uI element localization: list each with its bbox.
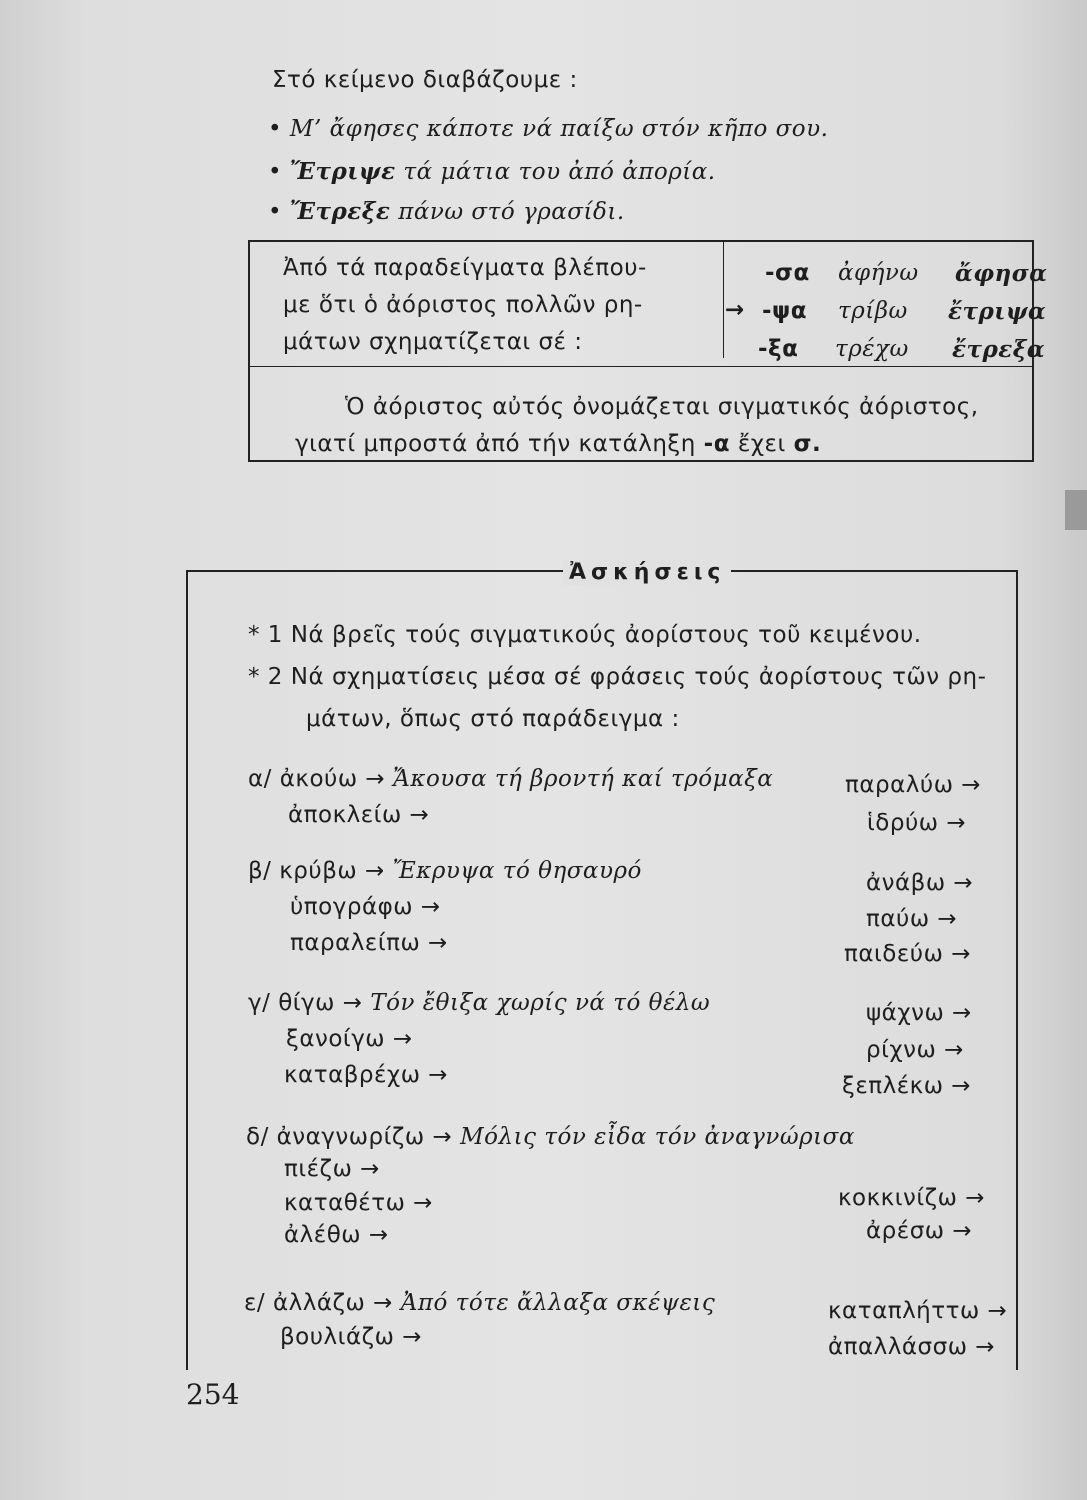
rule-conclusion-line-2 xyxy=(295,431,821,457)
verb-item: βουλιάζω → xyxy=(280,1324,422,1350)
arrow-icon: → xyxy=(951,941,971,967)
arrow-icon: → xyxy=(392,1026,413,1052)
example-sentence-1 xyxy=(268,116,828,142)
verb-item: καταθέτω → xyxy=(284,1190,433,1216)
exercise-marker: * 2 xyxy=(248,664,283,690)
verb-item: ξεπλέκω → xyxy=(842,1073,972,1099)
group-label: δ/ xyxy=(246,1124,269,1150)
arrow-icon: → xyxy=(975,1334,996,1360)
group-label: α/ xyxy=(248,766,272,792)
example-rest: τά μάτια του ἀπό ἀπορία. xyxy=(403,159,716,185)
arrow-icon: → xyxy=(952,1000,972,1026)
exercise-marker: * 1 xyxy=(248,622,283,648)
exercise-item-2-continued: μάτων, ὅπως στό παράδειγμα : xyxy=(306,706,680,732)
bullet: • xyxy=(268,199,283,225)
arrow-icon: → xyxy=(952,1218,973,1244)
rule-text-line: Ἀπό τά παραδείγματα βλέπου- xyxy=(283,255,647,281)
rule-present: ἀφήνω xyxy=(838,260,919,286)
example-verb: θίγω xyxy=(278,990,335,1016)
example-verb: ἀκούω xyxy=(279,766,358,792)
verb-item: ἀποκλείω → xyxy=(288,802,430,828)
rule-ending: -ψα xyxy=(762,298,808,324)
arrow-icon: → xyxy=(432,1124,453,1150)
verb-item: ξανοίγω → xyxy=(286,1026,413,1052)
example-verb: ἀναγνωρίζω xyxy=(276,1124,425,1150)
verb-item: ἱδρύω → xyxy=(867,810,967,836)
verb-item: κοκκινίζω → xyxy=(838,1185,986,1211)
conclusion-ending: -α xyxy=(703,431,731,457)
page-edge-shadow xyxy=(1065,490,1087,530)
verb-item: ἀλέθω → xyxy=(284,1222,389,1248)
arrow-icon: → xyxy=(946,810,967,836)
group-c-example xyxy=(248,990,710,1016)
verb-item: ρίχνω → xyxy=(866,1037,964,1063)
exercise-text: Νά σχηματίσεις μέσα σέ φράσεις τούς ἀορίστους τῶν ρη- xyxy=(290,664,987,690)
group-e-example xyxy=(244,1290,715,1316)
group-label: γ/ xyxy=(248,990,271,1016)
group-label: ε/ xyxy=(244,1290,266,1316)
exercises-box xyxy=(186,570,1018,1370)
arrow-icon: → xyxy=(965,1185,986,1211)
arrow-icon: → xyxy=(364,858,385,884)
arrow-icon: → xyxy=(368,1222,389,1248)
group-a-example xyxy=(248,766,773,792)
arrow-icon: → xyxy=(961,772,982,798)
group-label: β/ xyxy=(248,858,272,884)
verb-item: ὑπογράφω → xyxy=(290,894,441,920)
group-d-example xyxy=(246,1124,855,1150)
verb-item: καταβρέχω → xyxy=(284,1062,449,1088)
arrow-icon: → xyxy=(365,766,386,792)
arrow-icon: → xyxy=(413,1190,433,1216)
conclusion-prefix: γιατί μπροστά ἀπό τήν κατάληξη xyxy=(295,431,696,457)
verb-item: ἀπαλλάσσω → xyxy=(828,1334,996,1360)
intro-lead: Στό κείμενο διαβάζουμε : xyxy=(272,67,578,93)
example-verb: κρύβω xyxy=(279,858,358,884)
verb-item: παραλύω → xyxy=(845,772,982,798)
verb-item: παύω → xyxy=(866,906,958,932)
rule-present: τρέχω xyxy=(835,336,909,362)
rule-aorist: ἔτριψα xyxy=(948,298,1047,325)
bullet: • xyxy=(268,159,283,185)
group-b-example xyxy=(248,858,642,884)
arrow-icon: → xyxy=(944,1037,964,1063)
example-sentence: Ἄκουσα τή βροντή καί τρόμαξα xyxy=(393,766,774,792)
example-sentence: Τόν ἔθιξα χωρίς νά τό θέλω xyxy=(370,990,711,1016)
example-sentence: Ἔκρυψα τό θησαυρό xyxy=(392,858,642,884)
example-sentence-2 xyxy=(268,158,716,185)
rule-arrow: → xyxy=(725,297,745,323)
verb-item: ἀνάβω → xyxy=(866,870,974,896)
arrow-icon: → xyxy=(937,906,958,932)
bullet: • xyxy=(268,116,283,142)
verb-item: παιδεύω → xyxy=(844,941,971,967)
arrow-icon: → xyxy=(360,1156,380,1182)
arrow-icon: → xyxy=(951,1073,972,1099)
exercise-item-2 xyxy=(248,664,986,690)
verb-item: παραλείπω → xyxy=(290,930,448,956)
verb-item: πιέζω → xyxy=(284,1156,380,1182)
arrow-icon: → xyxy=(420,894,441,920)
page-number: 254 xyxy=(186,1378,240,1411)
example-sentence: Ἀπό τότε ἄλλαξα σκέψεις xyxy=(400,1290,716,1316)
conclusion-mid: ἔχει xyxy=(737,431,786,457)
rule-ending: -ξα xyxy=(758,336,799,362)
exercise-text: Νά βρεῖς τούς σιγματικούς ἀορίστους τοῦ κειμένου. xyxy=(290,622,922,648)
arrow-icon: → xyxy=(342,990,363,1016)
rule-divider-horizontal xyxy=(250,366,1032,367)
example-sentence-3 xyxy=(268,198,625,225)
arrow-icon: → xyxy=(402,1324,422,1350)
rule-text-line: με ὅτι ὁ ἀόριστος πολλῶν ρη- xyxy=(283,292,643,318)
rule-conclusion-line-1: Ὁ ἀόριστος αὐτός ὀνομάζεται σιγματικός ἀόριστος, xyxy=(345,394,979,420)
arrow-icon: → xyxy=(373,1290,393,1316)
verb-item: ψάχνω → xyxy=(866,1000,972,1026)
example-rest: πάνω στό γρασίδι. xyxy=(398,199,625,225)
example-verb: Ἔτρεξε xyxy=(289,198,391,225)
arrow-icon: → xyxy=(428,1062,449,1088)
rule-aorist: ἔτρεξα xyxy=(952,336,1046,363)
arrow-icon: → xyxy=(953,870,974,896)
exercises-heading: Ἀσκήσεις xyxy=(563,560,731,585)
example-verb: Μ’ ἄφησες xyxy=(289,116,419,142)
verb-item: ἀρέσω → xyxy=(866,1218,973,1244)
conclusion-letter: σ. xyxy=(793,431,822,457)
rule-present: τρίβω xyxy=(838,298,908,324)
arrow-icon: → xyxy=(987,1298,1008,1324)
verb-item: καταπλήττω → xyxy=(828,1298,1008,1324)
example-verb: ἀλλάζω xyxy=(273,1290,366,1316)
rule-divider-vertical xyxy=(723,242,724,358)
example-rest: κάποτε νά παίξω στόν κῆπο σου. xyxy=(426,116,829,142)
rule-aorist: ἄφησα xyxy=(955,260,1048,287)
example-verb: Ἔτριψε xyxy=(289,158,396,185)
rule-ending: -σα xyxy=(765,260,810,286)
arrow-icon: → xyxy=(409,802,430,828)
rule-text-line: μάτων σχηματίζεται σέ : xyxy=(283,329,583,355)
exercise-item-1 xyxy=(248,622,922,648)
arrow-icon: → xyxy=(428,930,448,956)
example-sentence: Μόλις τόν εἶδα τόν ἀναγνώρισα xyxy=(460,1124,855,1150)
